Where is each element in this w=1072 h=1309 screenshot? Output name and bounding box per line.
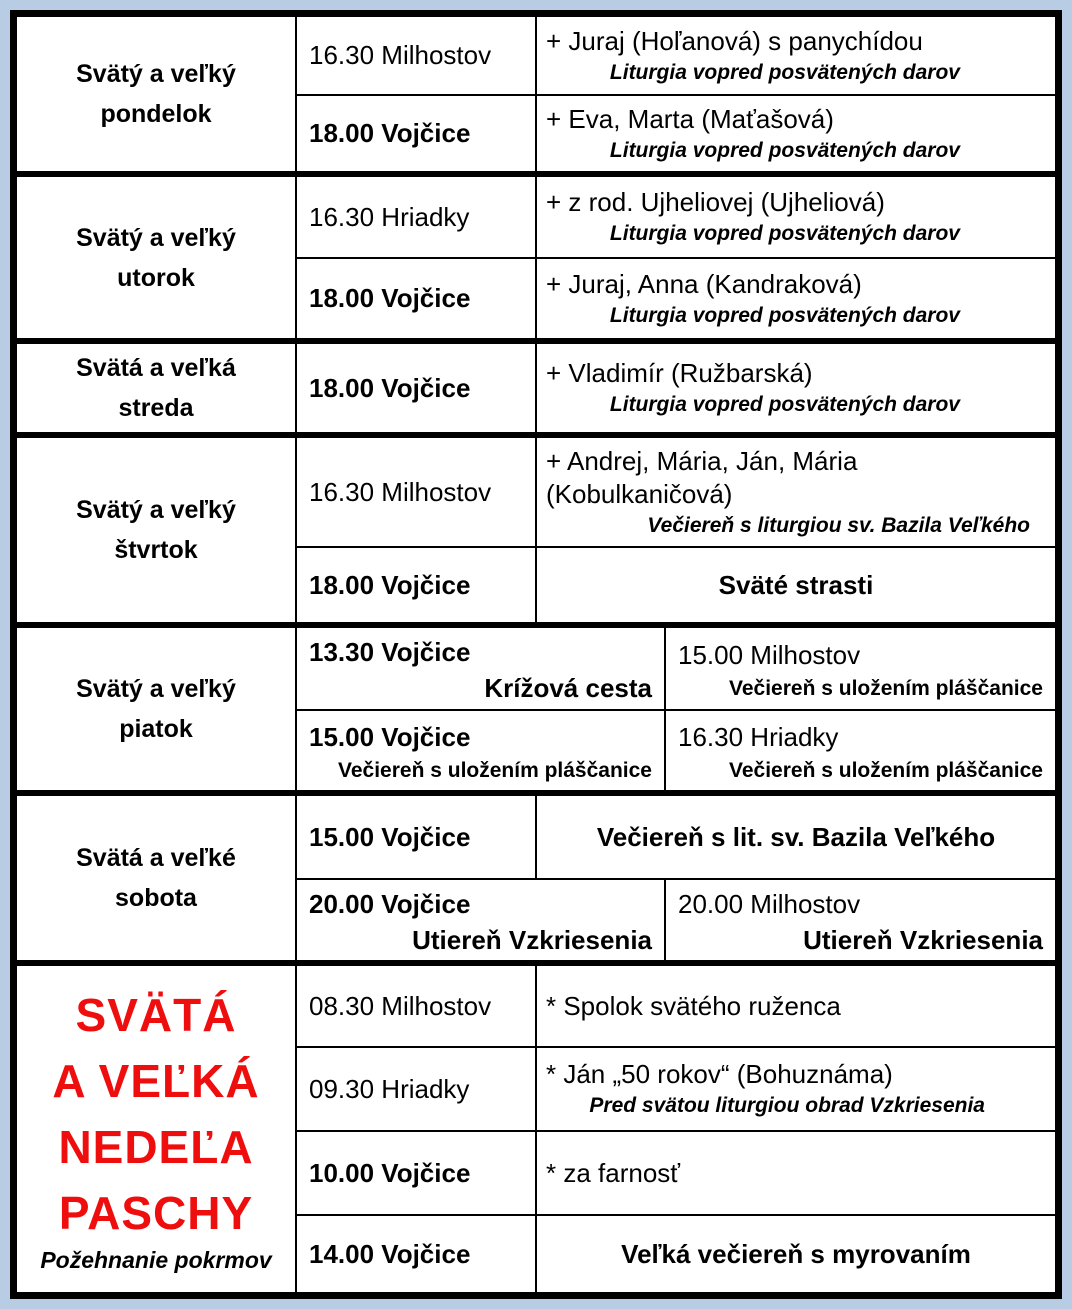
time-service-cell	[664, 711, 1055, 790]
time-cell: 09.30 Hriadky	[309, 1073, 470, 1104]
time-cell: 18.00 Vojčice	[309, 569, 471, 600]
pascha-title-line: NEDEĽA	[58, 1121, 254, 1173]
intention-text: + z rod. Ujheliovej (Ujheliová)	[546, 187, 885, 217]
intention-cell	[535, 1132, 1055, 1214]
intention-text: * Ján „50 rokov“ (Bohuznáma)	[546, 1059, 893, 1089]
day-label-wednesday	[17, 344, 297, 432]
pascha-title-line: PASCHY	[58, 1187, 254, 1239]
intention-cell	[535, 96, 1055, 171]
time-cell: 10.00 Vojčice	[309, 1157, 471, 1188]
intention-text: (Kobulkaničová)	[546, 478, 733, 509]
intention-text: + Vladimír (Ružbarská)	[546, 358, 813, 388]
day-line: Svätá a veľká	[76, 354, 236, 382]
row-group-holy-wednesday	[17, 344, 1055, 438]
service-note: Liturgia vopred posvätených darov	[609, 303, 960, 327]
day-label-saturday	[17, 796, 297, 960]
intention-cell	[535, 17, 1055, 94]
intention-text: + Juraj (Hoľanová) s panychídou	[546, 25, 923, 56]
row-group-holy-monday	[17, 17, 1055, 177]
day-line: Svätý a veľký	[76, 675, 236, 703]
service-note: Utiereň Vzkriesenia	[412, 924, 652, 955]
time-text: 15.00 Vojčice	[309, 721, 471, 752]
service-note: Utiereň Vzkriesenia	[803, 924, 1043, 955]
time-service-cell	[297, 880, 664, 960]
service-note: Večiereň s uložením pláščanice	[729, 676, 1043, 700]
time-text: 20.00 Milhostov	[678, 888, 861, 919]
intention-cell	[535, 259, 1055, 338]
day-label-thursday	[17, 438, 297, 622]
service-title: Sväté strasti	[535, 548, 1055, 622]
day-line: Svätý a veľký	[76, 496, 236, 524]
service-title: Veľká večiereň s myrovaním	[535, 1216, 1055, 1292]
time-service-cell	[297, 711, 664, 790]
intention-cell	[535, 438, 1055, 546]
time-cell: 16.30 Milhostov	[309, 40, 492, 70]
holy-week-schedule-table	[10, 10, 1062, 1299]
day-line: streda	[118, 394, 194, 422]
service-note: Liturgia vopred posvätených darov	[609, 222, 960, 245]
service-note: Večiereň s uložením pláščanice	[729, 758, 1043, 782]
blessing-note: Požehnanie pokrmov	[40, 1247, 272, 1273]
time-cell: 16.30 Milhostov	[309, 476, 492, 507]
service-note: Večiereň s uložením pláščanice	[338, 758, 652, 782]
row-group-holy-thursday	[17, 438, 1055, 628]
intention-cell	[535, 966, 1055, 1046]
day-label-pascha	[17, 966, 297, 1294]
day-line: pondelok	[100, 100, 212, 128]
row-group-pascha-sunday	[17, 966, 1055, 1294]
time-service-cell	[664, 880, 1055, 960]
time-cell: 14.00 Vojčice	[309, 1238, 471, 1269]
day-line: utorok	[117, 263, 195, 292]
intention-text: * Spolok svätého ruženca	[546, 990, 841, 1021]
day-line: štvrtok	[114, 536, 198, 564]
service-note: Pred svätou liturgiou obrad Vzkriesenia	[589, 1094, 985, 1117]
time-text: 13.30 Vojčice	[309, 637, 471, 667]
intention-text: + Andrej, Mária, Ján, Mária	[546, 445, 858, 476]
day-line: Svätý a veľký	[76, 60, 236, 88]
time-cell: 15.00 Vojčice	[309, 821, 471, 852]
row-group-holy-saturday	[17, 796, 1055, 966]
service-note: Liturgia vopred posvätených darov	[609, 138, 960, 162]
day-line: sobota	[115, 884, 197, 912]
time-text: 16.30 Hriadky	[678, 721, 839, 752]
service-note: Krížová cesta	[484, 673, 652, 703]
intention-cell	[535, 344, 1055, 432]
day-label-monday	[17, 17, 297, 171]
day-line: Svätá a veľké	[76, 844, 236, 872]
intention-text: * za farnosť	[546, 1157, 681, 1188]
intention-cell	[535, 177, 1055, 257]
intention-text: + Juraj, Anna (Kandraková)	[546, 268, 862, 299]
pascha-title-line: A VEĽKÁ	[52, 1055, 260, 1107]
row-group-holy-tuesday	[17, 177, 1055, 344]
time-text: 15.00 Milhostov	[678, 639, 861, 670]
time-cell: 18.00 Vojčice	[309, 118, 471, 148]
pascha-title-line: SVÄTÁ	[75, 989, 237, 1041]
service-title: Večiereň s lit. sv. Bazila Veľkého	[535, 796, 1055, 878]
intention-cell	[535, 1048, 1055, 1130]
row-group-holy-friday	[17, 628, 1055, 796]
time-cell: 18.00 Vojčice	[309, 283, 471, 313]
intention-text: + Eva, Marta (Maťašová)	[546, 103, 834, 134]
day-label-tuesday	[17, 177, 297, 338]
time-service-cell	[664, 628, 1055, 709]
time-cell: 08.30 Milhostov	[309, 990, 492, 1021]
service-note: Večiereň s liturgiou sv. Bazila Veľkého	[647, 513, 1030, 537]
day-line: Svätý a veľký	[76, 223, 236, 252]
time-text: 20.00 Vojčice	[309, 888, 471, 919]
time-service-cell	[297, 628, 664, 709]
service-note: Liturgia vopred posvätených darov	[609, 393, 960, 416]
time-cell: 18.00 Vojčice	[309, 372, 471, 403]
day-label-friday	[17, 628, 297, 790]
day-line: piatok	[119, 715, 193, 743]
time-cell: 16.30 Hriadky	[309, 201, 470, 232]
service-note: Liturgia vopred posvätených darov	[609, 60, 960, 84]
